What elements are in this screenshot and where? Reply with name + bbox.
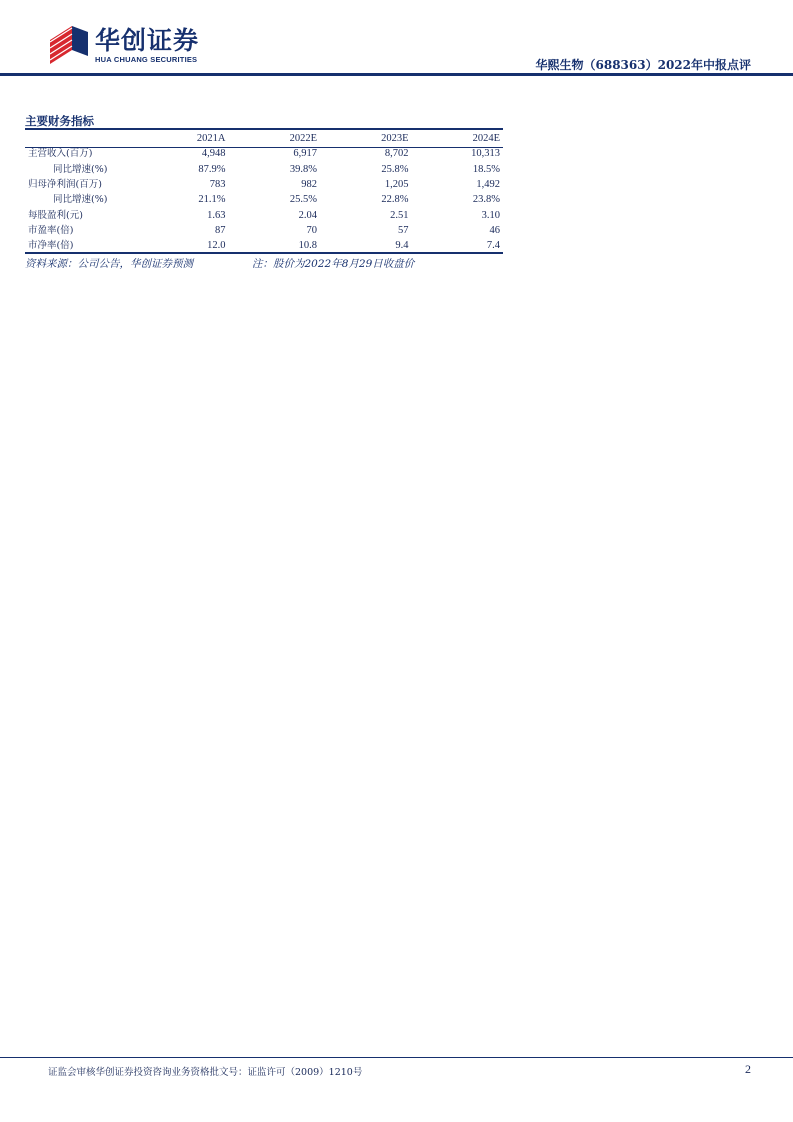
header-divider-rule	[25, 147, 503, 148]
footer-divider	[0, 1057, 793, 1058]
table-cell: 70	[306, 224, 317, 236]
table-row	[25, 177, 503, 192]
row-label: 市盈率(倍)	[28, 224, 74, 236]
huachuang-logo-icon	[50, 26, 88, 64]
report-title: 华熙生物（688363）2022年中报点评	[535, 58, 751, 72]
table-cell: 982	[301, 179, 317, 191]
column-header: 2023E	[381, 133, 409, 145]
table-cell: 23.8%	[472, 194, 500, 206]
table-row	[25, 192, 503, 207]
row-label: 主营收入(百万)	[28, 148, 93, 160]
table-row	[25, 223, 503, 238]
page-header	[0, 0, 793, 78]
table-cell: 2.04	[298, 209, 317, 221]
table-cell: 2.51	[390, 209, 409, 221]
column-header: 2024E	[472, 133, 500, 145]
table-cell: 21.1%	[198, 194, 226, 206]
column-header	[25, 131, 137, 146]
table-cell: 10.8	[298, 240, 317, 252]
section-title: 主要财务指标	[25, 114, 94, 128]
page-number: 2	[745, 1062, 751, 1076]
column-header: 2021A	[196, 133, 226, 145]
row-label: 市净率(倍)	[28, 240, 74, 252]
table-cell: 22.8%	[381, 194, 409, 206]
row-label: 同比增速(%)	[53, 194, 108, 206]
row-label: 同比增速(%)	[53, 163, 108, 175]
table-cell: 9.4	[395, 240, 409, 252]
table-top-rule	[25, 128, 503, 130]
footer-license: 证监会审核华创证券投资咨询业务资格批文号：证监许可（2009）1210号	[48, 1067, 363, 1078]
table-cell: 1,492	[476, 179, 500, 191]
table-cell: 8,702	[384, 148, 409, 160]
row-label: 每股盈利(元)	[28, 209, 83, 221]
table-cell: 12.0	[207, 240, 226, 252]
column-header: 2022E	[289, 133, 317, 145]
brand-name-en: HUA CHUANG SECURITIES	[95, 55, 198, 64]
table-cell: 783	[209, 179, 226, 191]
header-divider	[0, 73, 793, 76]
table-cell: 7.4	[486, 240, 500, 252]
table-cell: 6,917	[293, 148, 317, 160]
brand-name-cn: 华创证券	[95, 26, 200, 55]
table-cell: 4,948	[201, 148, 226, 160]
table-cell: 46	[489, 224, 500, 236]
table-cell: 25.8%	[381, 163, 409, 175]
table-cell: 1,205	[384, 179, 409, 191]
financial-indicators-table	[25, 131, 503, 253]
table-cell: 18.5%	[472, 163, 500, 175]
table-cell: 25.5%	[289, 194, 317, 206]
table-header-row	[25, 131, 503, 146]
source-note: 资料来源：公司公告，华创证券预测	[25, 258, 193, 270]
table-cell: 1.63	[207, 209, 226, 221]
table-cell: 87.9%	[198, 163, 226, 175]
table-cell: 3.10	[481, 209, 500, 221]
table-cell: 39.8%	[289, 163, 317, 175]
table-cell: 87	[215, 224, 226, 236]
table-cell: 10,313	[471, 148, 500, 160]
table-row	[25, 207, 503, 222]
table-row	[25, 146, 503, 161]
table-bottom-rule	[25, 252, 503, 254]
table-cell: 57	[398, 224, 409, 236]
table-row	[25, 162, 503, 177]
row-label: 归母净利润(百万)	[28, 179, 102, 191]
price-note: 注：股价为2022年8月29日收盘价	[252, 258, 415, 270]
